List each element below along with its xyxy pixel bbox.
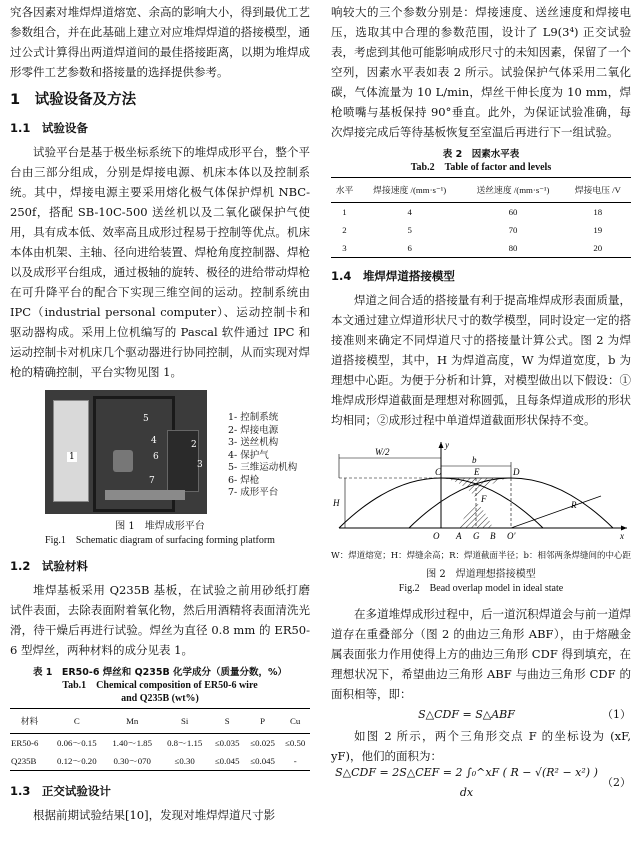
equation-2-body: S△CDF = 2S△CEF = 2 ∫₀^xF ( R − √(R² − x²) ) dx [335,766,598,799]
table-header-cell: Si [160,709,210,734]
section-1-2-heading: 1.2 试验材料 [10,559,88,573]
table-header-row [10,709,310,734]
label-w2: W/2 [375,447,390,457]
table-row [10,752,310,771]
label-o2: O' [507,531,516,541]
left-column [10,0,310,825]
table-cell: ER50-6 [11,738,39,748]
table-cell: ≤0.025 [250,738,275,748]
figure-2-caption-en: Fig.2 Bead overlap model in ideal state [398,583,564,594]
table-cell: 20 [593,243,603,253]
photo-label-6: 6 [153,452,159,462]
section-1-4-heading: 1.4 堆焊焊道搭接模型 [331,269,455,283]
label-c: C [435,467,442,477]
photo-label-4: 4 [151,436,157,446]
equation-2-number: （2） [602,776,631,789]
paragraph-top-right: 响较大的三个参数分别是：焊接速度、送丝速度和焊接电压，选取其中合理的参数范围，设计了 L9(3⁴) 正交试验表，考虑到其他可能影响成形尺寸的未知因素，保留了一个空列，因素水平表如表 2 所示。试验保护气体采用二氧化碳，气体流量为 10 L/min，焊丝干伸长度为 10 mm，焊枪喷嘴与基板保持 90°垂直。此外，为保证试验准确，每次焊接完成后等待基板恢复至室温后再进行下一组试验。 [331,5,631,139]
table-2-title-en: Tab.2 Table of factor and levels [410,162,552,173]
legend-item: 5- 三维运动机构 [228,462,298,473]
equation-2 [331,766,631,799]
figure-2-diagram [331,436,631,548]
table-cell: 70 [508,225,518,235]
legend-item: 7- 成形平台 [228,487,279,498]
table-cell: ≤0.045 [214,756,240,766]
table-1-block [10,666,310,771]
label-f: F [481,494,487,504]
table-cell: 3 [342,243,347,253]
table-row [331,203,631,222]
table-cell: 19 [593,225,603,235]
table-header-cell: C [49,709,104,734]
legend-item: 4- 保护气 [228,449,269,461]
table-2-block [331,148,631,258]
table-cell: 18 [593,207,603,217]
table-1-title-en-2: and Q235B (wt%) [121,693,199,704]
table-header-cell: 焊接电压 /V [565,178,631,203]
table-header-cell: Mn [105,709,160,734]
label-bpt: B [490,531,496,541]
photo-label-3: 3 [197,460,203,470]
figure-1-legend [228,412,297,500]
right-column [331,0,631,799]
intro-paragraph: 究各因素对堆焊焊道熔宽、余高的影响大小，得到最优工艺参数组合，并在此基础上建立对应堆焊焊道的搭接模型，通过公式计算得出两道焊道间的最佳搭接距离，以期为堆焊成形零件工艺参数和搭接量的选择提供参考。 [10,5,310,79]
table-2 [331,177,631,258]
paragraph-1-3: 根据前期试验结果[10]，发现对堆焊焊道尺寸影 [33,808,276,822]
section-1-3-heading: 1.3 正交试验设计 [10,784,111,798]
figure-1-caption-zh: 图 1 堆焊成形平台 [115,521,205,532]
legend-item: 6- 焊枪 [228,474,260,486]
table-header-cell: 水平 [331,178,358,203]
table-cell: 6 [407,243,412,253]
table-row [331,221,631,239]
table-header-cell: P [245,709,280,734]
label-y: y [445,440,449,450]
paragraph-1-1: 试验平台是基于极坐标系统下的堆焊成形平台，整个平台由三部分组成，分别是焊接电源、机床本体以及控制系统。其中，焊接电源主要采用熔化极气体保护焊机 NBC-250f，搭配 SB-10C-500 送丝机以及二氧化碳保护气使用，具有成本低、效率高且成形过程易于控制等优点。机床本体由机架、主轴、径向进给装置、焊枪角度控制器、焊枪以及成形平台组成，通过极轴的旋转、极径的进给带动焊枪在可升降平台的配合下实现三维空间的运动。控制系统由 IPC（industrial personal computer）、运动控制卡和驱动器构成。采用上位机编写的 Pascal 软件通过 IPC 和运动控制卡对机床几个驱动器进行协同控制，从而实现对焊枪的精确控制，平台实物见图 1。 [10,145,310,379]
label-r: R [571,500,577,510]
label-d: D [513,467,520,477]
table-cell: Q235B [11,756,37,766]
figure-1 [10,390,310,518]
paragraph-after-figure-2: 在多道堆焊成形过程中，后一道沉积焊道会与前一道焊道存在重叠部分（图 2 的曲边三角形 ABF），由于熔融金属表面张力作用使得上方的曲边三角形 CDF 得到填充，在理想状况下，希望曲边三角形 ABF 与曲边三角形 CDF 的面积相等，即： [331,607,631,701]
figure-2-caption-zh: 图 2 焊道理想搭接模型 [426,569,536,580]
table-row [10,734,310,753]
figure-1-caption-en: Fig.1 Schematic diagram of surfacing forming platform [45,535,275,546]
x-axis-arrow [621,526,627,531]
table-cell: 1 [342,207,347,217]
table-cell: 60 [508,207,518,217]
paragraph-equation-2: 如图 2 所示，两个三角形交点 F 的坐标设为 (xF, yF)，他们的面积为： [331,729,631,763]
table-row [331,239,631,258]
table-cell: 5 [407,225,412,235]
table-1 [10,708,310,771]
label-e: E [474,467,480,477]
table-cell: ≤0.50 [285,738,306,748]
table-cell: ≤0.045 [250,756,275,766]
table-cell: 4 [407,207,412,217]
platform-photo [45,390,207,514]
table-cell: 0.12～0.20 [57,756,97,766]
table-cell: 0.06～0.15 [57,738,97,748]
table-header-cell: Cu [280,709,310,734]
equation-1-body: S△CDF = S△ABF [418,708,515,721]
label-a: A [456,531,462,541]
legend-item: 2- 焊接电源 [228,424,279,436]
table-header-cell: 送丝速度 /(mm·s⁻¹) [461,178,564,203]
table-cell: ≤0.30 [174,756,195,766]
equation-1 [331,704,631,726]
photo-label-5: 5 [143,414,149,424]
table-cell: ≤0.035 [214,738,240,748]
table-header-row [331,178,631,203]
photo-label-2: 2 [191,440,197,450]
legend-item: 3- 送丝机构 [228,437,279,448]
y-axis-arrow [439,442,444,448]
label-o: O [433,531,440,541]
table-cell: - [293,756,297,766]
paragraph-1-4: 焊道之间合适的搭接量有利于提高堆焊成形表面质量，本文通过建立焊道形状尺寸的数学模型，同时设定一定的搭接准则来确定不同焊道尺寸的搭接量计算公式。图 2 为焊道搭接模型，其中，H 为焊道高度，W 为焊道宽度，b 为理想中心距。为便于分析和计算，对模型做出以下假设：①堆焊成形焊道截面是理想对称圆弧，且每条焊道成形的形状均相同；②成形过程中单道焊道截面形状保持不变。 [331,293,631,427]
figure-2-note: W：焊道熔宽；H：焊缝余高；R：焊道截面半径；b：相邻两条焊缝间的中心距 [331,551,631,561]
legend-item: 1- 控制系统 [228,412,279,423]
table-cell: 0.30～070 [113,756,151,766]
table-cell: 80 [508,243,518,253]
section-1-1-heading: 1.1 试验设备 [10,121,88,135]
paragraph-1-2: 堆焊基板采用 Q235B 基板，在试验之前用砂纸打磨试件表面，去除表面附着氧化物，然后用酒精将表面清洗光滑，待干燥后再进行试验。焊丝为直径 0.8 mm 的 ER50-6 型焊丝，两种材料的成分见表 1。 [10,583,310,657]
photo-label-1: 1 [69,452,75,462]
label-x: x [620,531,624,541]
table-cell: 2 [342,225,347,235]
table-cell: 1.40～1.85 [112,738,152,748]
table-header-cell: S [209,709,244,734]
table-2-title-zh: 表 2 因素水平表 [442,149,520,160]
table-1-title-en-1: Tab.1 Chemical composition of ER50-6 wire [62,680,258,691]
label-b: b [472,455,477,465]
table-1-title-zh: 表 1 ER50-6 焊丝和 Q235B 化学成分（质量分数，%） [32,667,288,678]
photo-label-7: 7 [149,476,155,486]
label-g: G [473,531,480,541]
section-1-heading: 1 试验设备及方法 [10,92,137,108]
equation-1-number: （1） [602,708,631,721]
table-header-cell: 材料 [10,709,49,734]
label-h: H [333,498,340,508]
table-cell: 0.8～1.15 [167,738,203,748]
table-header-cell: 焊接速度 /(mm·s⁻¹) [358,178,461,203]
